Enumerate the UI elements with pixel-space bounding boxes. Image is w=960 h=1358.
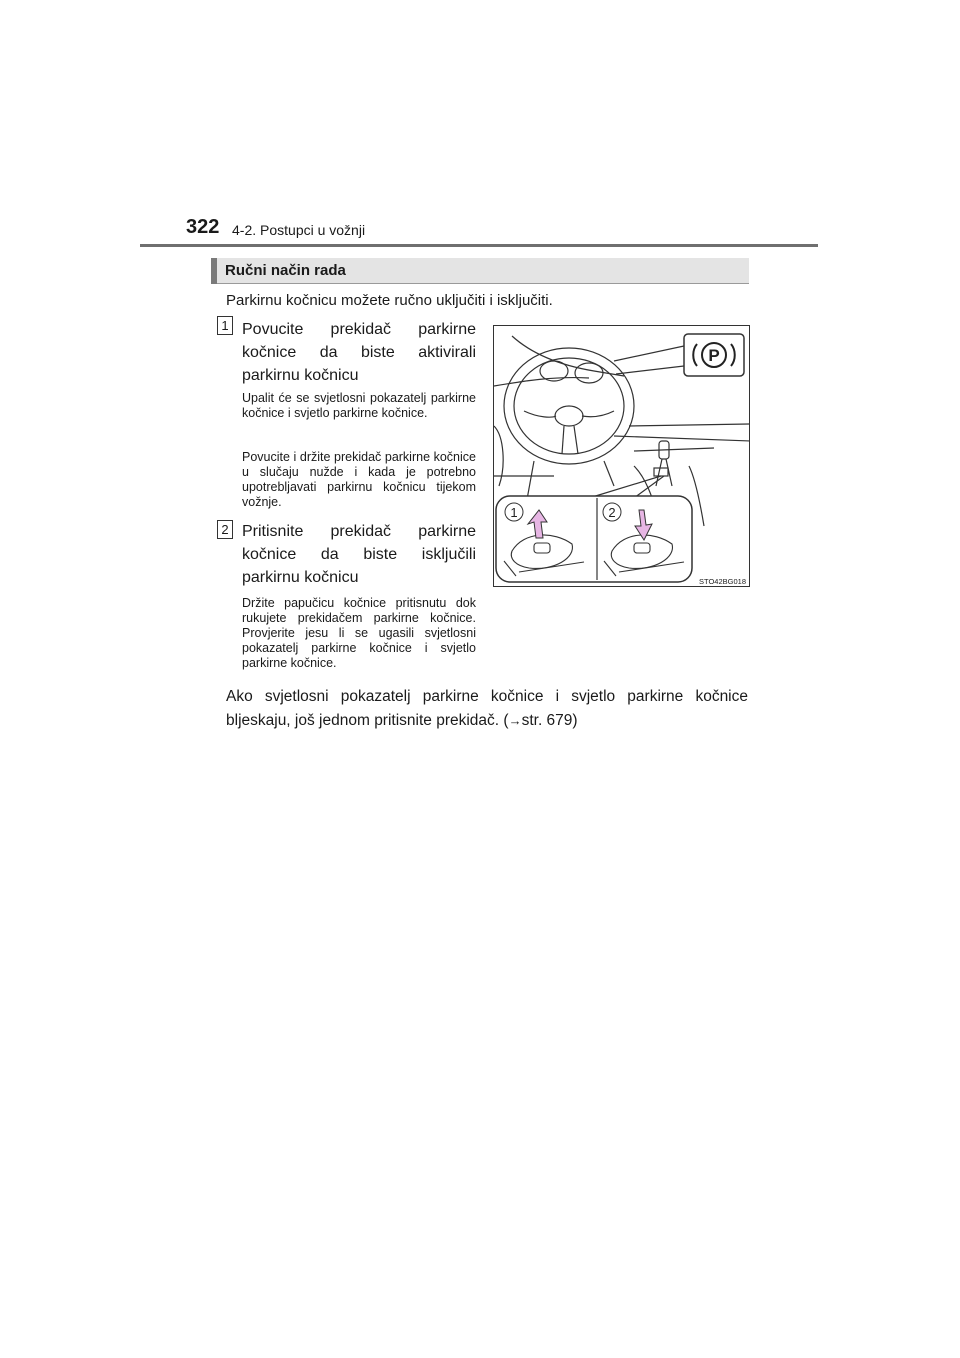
figure-code: STO42BG018 (699, 577, 746, 586)
step-1-title: Povucite prekidač parkirne kočnice da biste aktivirali parkirnu kočnicu (242, 321, 476, 384)
intro-text: Parkirnu kočnicu možete ručno uključiti i isključiti. (226, 292, 553, 309)
section-header (211, 258, 749, 284)
parking-symbol-letter: P (708, 346, 720, 365)
step-2-number: 2 (217, 520, 233, 539)
step-2-note-1: Držite papučicu kočnice pritisnutu dok rukujete prekidačem parkirne kočnice. Provjerite jesu li se ugasili svjetlosni pokazatelj parkirne kočnice i svjetlo parkirne kočnice. (242, 596, 476, 670)
step-1-number: 1 (217, 316, 233, 335)
header-rule (140, 244, 818, 247)
callout-2-label: 2 (608, 505, 616, 520)
step-1-note-1: Upalit će se svjetlosni pokazatelj parkirne kočnice i svjetlo parkirne kočnice. (242, 391, 476, 420)
section-accent (211, 258, 217, 284)
closing-text: Ako svjetlosni pokazatelj parkirne kočnice i svjetlo parkirne kočnice bljeskaju, još jednom pritisnite prekidač. ( (226, 688, 748, 729)
closing-paragraph (226, 685, 748, 733)
section-title: Ručni način rada (225, 262, 346, 279)
callout-1-label: 1 (510, 505, 518, 520)
figure-illustration (493, 325, 750, 587)
page-number: 322 (186, 216, 220, 238)
step-1-note-2: Povucite i držite prekidač parkirne kočnice u slučaju nužde i kada je potrebno upotrebljavati parkirnu kočnicu tijekom vožnje. (242, 450, 476, 509)
step-2-title: Pritisnite prekidač parkirne kočnice da biste isključili parkirnu kočnicu (242, 523, 476, 586)
reference-arrow: → (508, 713, 522, 728)
dashboard-drawing (494, 326, 750, 587)
chapter-title: 4-2. Postupci u vožnji (232, 222, 366, 238)
page-reference: str. 679) (521, 712, 578, 729)
